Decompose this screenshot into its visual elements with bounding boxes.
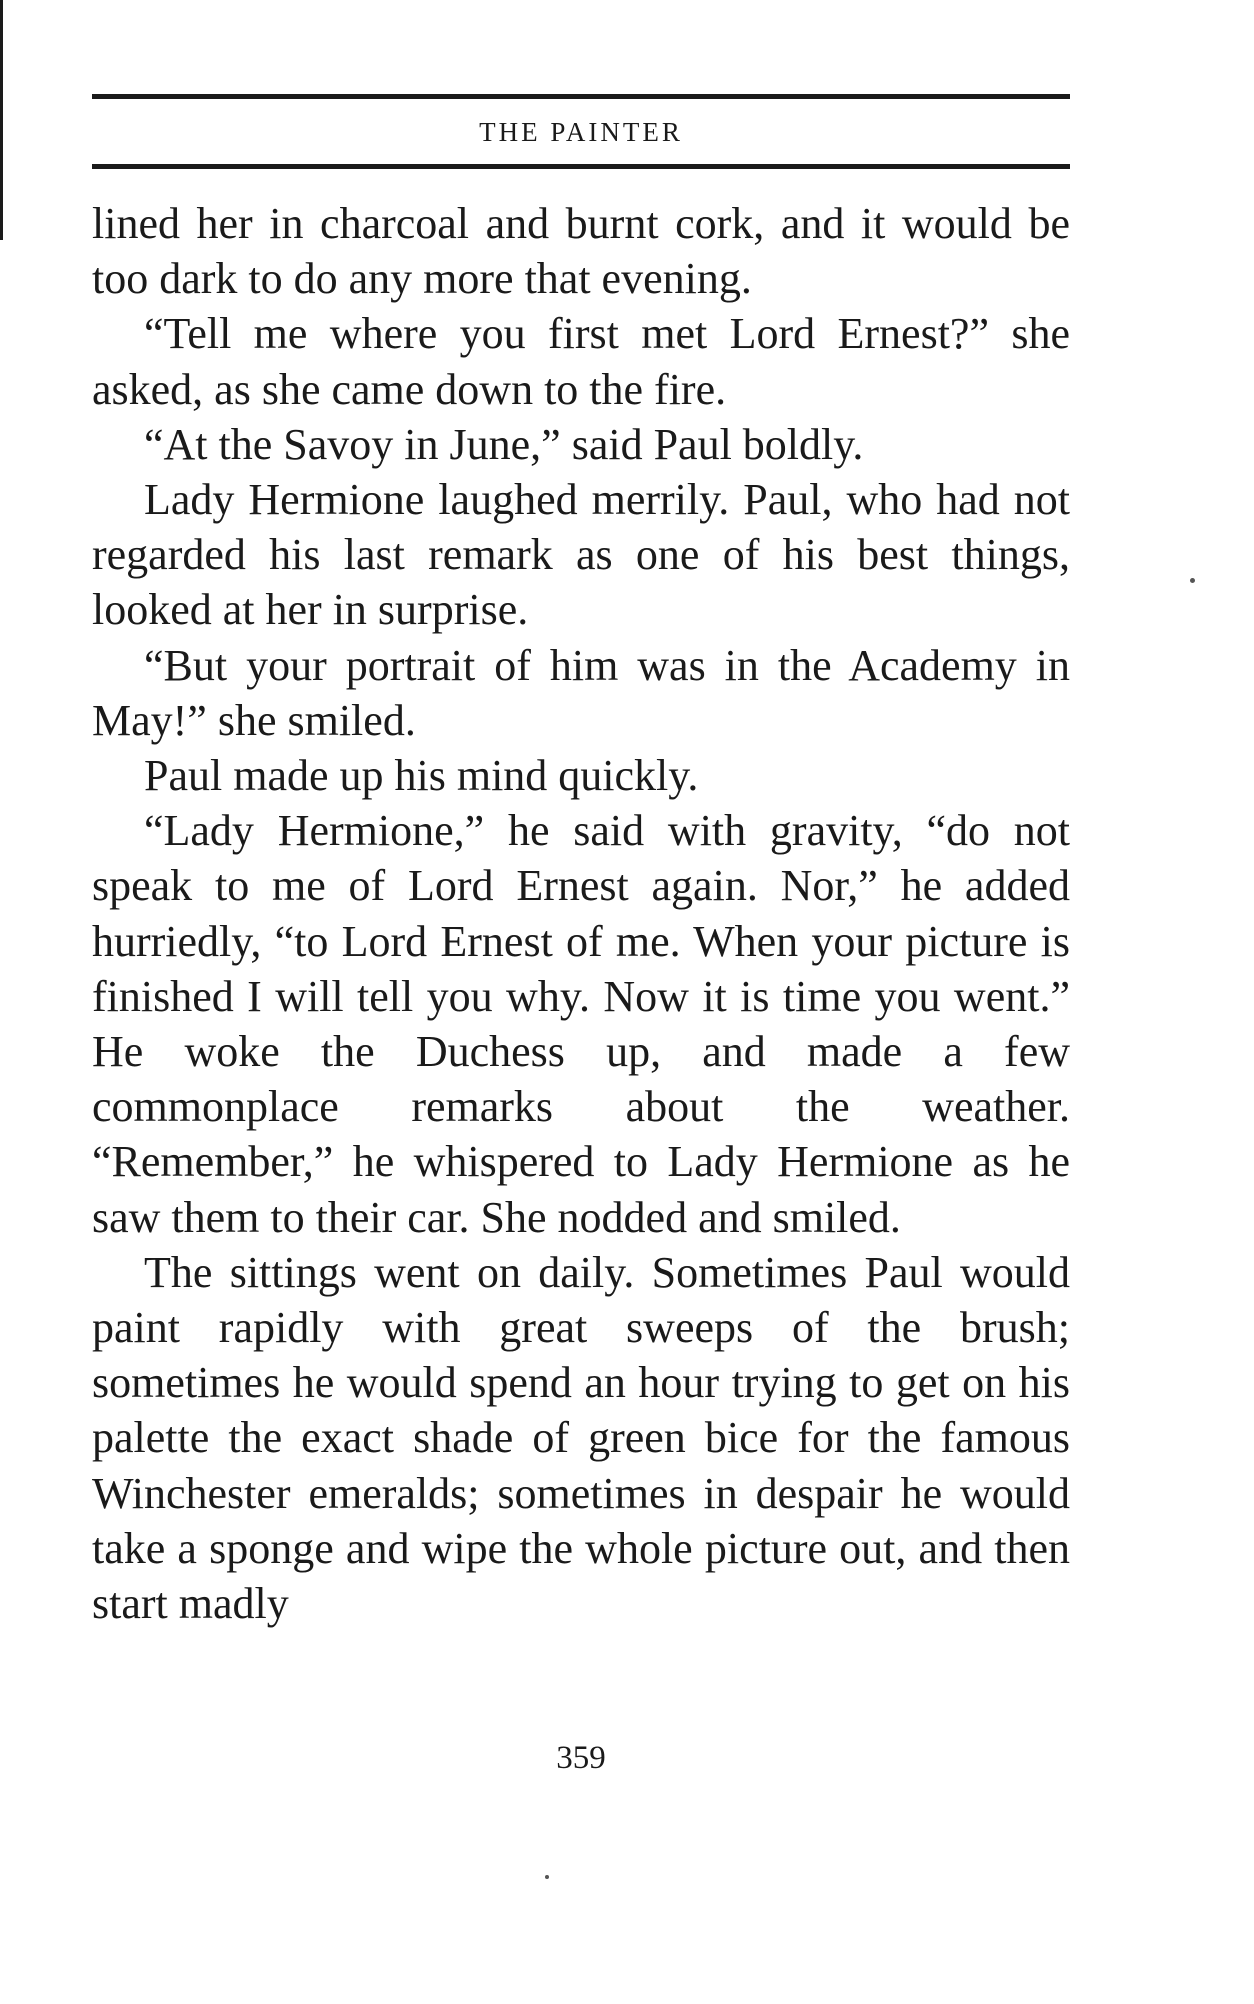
scan-speck [545,1875,549,1879]
paragraph: “Lady Hermione,” he said with gravity, “do not speak to me of Lord Ernest again. Nor,” he added hurriedly, “to Lord Ernest of me. When your picture is finished I will tell you why. Now it is time you went.” He woke the Duchess up, and made a few commonplace remarks about the weather. “Remember,” he whispered to Lady Hermione as he saw them to their car. She nodded and smiled. [92,806,1070,1242]
paragraph-continued: lined her in charcoal and burnt cork, and it would be too dark to do any more that evening. [92,199,1070,304]
header-rule-top [92,94,1070,99]
paragraph: “But your portrait of him was in the Academy in May!” she smiled. [92,640,1070,745]
page-body [92,196,1070,1631]
paragraph: Lady Hermione laughed merrily. Paul, who had not regarded his last remark as one of his best things, looked at her in surprise. [92,475,1070,635]
scan-edge-mark [0,0,3,240]
paragraph: “At the Savoy in June,” said Paul boldly. [144,419,864,469]
header-rule-bottom [92,164,1070,169]
paragraph: “Tell me where you first met Lord Ernest?” she asked, as she came down to the fire. [92,309,1070,414]
paragraph: Paul made up his mind quickly. [144,751,699,801]
page-number: 359 [556,1740,606,1776]
scan-speck [1190,578,1195,583]
running-head: THE PAINTER [479,117,683,147]
paragraph: The sittings went on daily. Sometimes Paul would paint rapidly with great sweeps of the brush; sometimes he would spend an hour trying to get on his palette the exact shade of green bice for the famous Winchester emeralds; sometimes in despair he would take a sponge and wipe the whole picture out, and then start madly [92,1247,1070,1629]
